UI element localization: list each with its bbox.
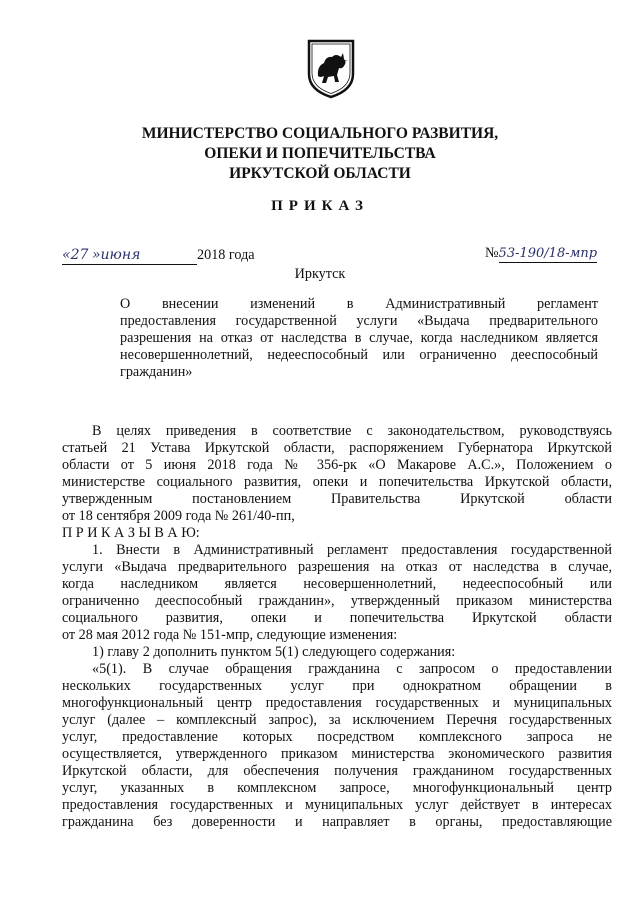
body-line: В целях приведения в соответствие с законодательством, руководствуясь <box>92 423 612 439</box>
date-month: »июня <box>91 247 141 263</box>
org-name-line-3: ИРКУТСКОЙ ОБЛАСТИ <box>229 165 411 182</box>
body-line: «5(1). В случае обращения гражданина с запросом о предоставлении <box>92 661 612 677</box>
city-name: Иркутск <box>294 266 346 282</box>
org-name-line-2: ОПЕКИ И ПОПЕЧИТЕЛЬСТВА <box>204 145 436 162</box>
subject-line: несовершеннолетний, недееспособный или ограниченно дееспособный <box>120 347 598 363</box>
date-year: 2018 года <box>197 247 255 263</box>
body-line: предоставления государственных и муниципальных услуг действует в интересах <box>62 797 612 813</box>
org-name-line-1: МИНИСТЕРСТВО СОЦИАЛЬНОГО РАЗВИТИЯ, <box>141 125 499 142</box>
body-line: нескольких государственных услуг при однократном обращении в <box>62 678 612 694</box>
body-line: 1) главу 2 дополнить пунктом 5(1) следующего содержания: <box>92 644 456 660</box>
date-day: «27 <box>62 247 89 263</box>
order-keyword: П Р И К А З Ы В А Ю: <box>62 525 200 541</box>
body-line: ограниченно дееспособный гражданин», утвержденный приказом министерства <box>62 593 612 609</box>
subject-line: О внесении изменений в Административный регламент <box>120 296 598 312</box>
number-value: 53-190/18-мпр <box>498 246 598 261</box>
body-line: гражданина без доверенности и направляет в органы, предоставляющие <box>62 814 612 830</box>
body-line: утвержденным постановлением Правительства Иркутской области <box>62 491 612 507</box>
body-line: 1. Внести в Административный регламент предоставления государственной <box>92 542 612 558</box>
document-number <box>485 245 597 263</box>
body-line: министерстве социального развития, опеки и попечительства Иркутской области, <box>62 474 612 490</box>
body-line: услуг (далее – комплексный запрос), за исключением Перечня государственных <box>62 712 612 728</box>
subject-line: разрешения на отказ от наследства в случае, когда наследником является <box>120 330 598 346</box>
body-line: осуществляется, утвержденного приказом министерства экономического развития <box>62 746 612 762</box>
subject-line: предоставления государственной услуги «Выдача предварительного <box>120 313 598 329</box>
document-title: ПРИКАЗ <box>271 198 369 214</box>
body-line: услуг, указанных в комплексном запросе, многофункциональный центр <box>62 780 612 796</box>
body-line: когда наследником является несовершеннолетний, недееспособный или <box>62 576 612 592</box>
subject-line: гражданин» <box>120 364 193 380</box>
body-line: услуги «Выдача предварительного разрешения на отказ от наследства в случае, <box>62 559 612 575</box>
coat-of-arms-icon <box>306 38 356 100</box>
body-line: многофункциональный центр предоставления государственных и муниципальных <box>62 695 612 711</box>
body-line: статьей 21 Устава Иркутской области, распоряжением Губернатора Иркутской <box>62 440 612 456</box>
body-line: социального развития, опеки и попечительства Иркутской области <box>62 610 612 626</box>
body-line: услуг, предоставление которых посредством комплексного запроса не <box>62 729 612 745</box>
body-line: от 18 сентября 2009 года № 261/40-пп, <box>62 508 295 524</box>
body-line: области от 5 июня 2018 года № 356-рк «О Макарове А.С.», Положением о <box>62 457 612 473</box>
number-prefix: № <box>485 245 499 261</box>
body-line: от 28 мая 2012 года № 151-мпр, следующие изменения: <box>62 627 398 643</box>
body-line: Иркутской области, для обеспечения получения гражданином государственных <box>62 763 612 779</box>
document-date <box>62 247 255 265</box>
